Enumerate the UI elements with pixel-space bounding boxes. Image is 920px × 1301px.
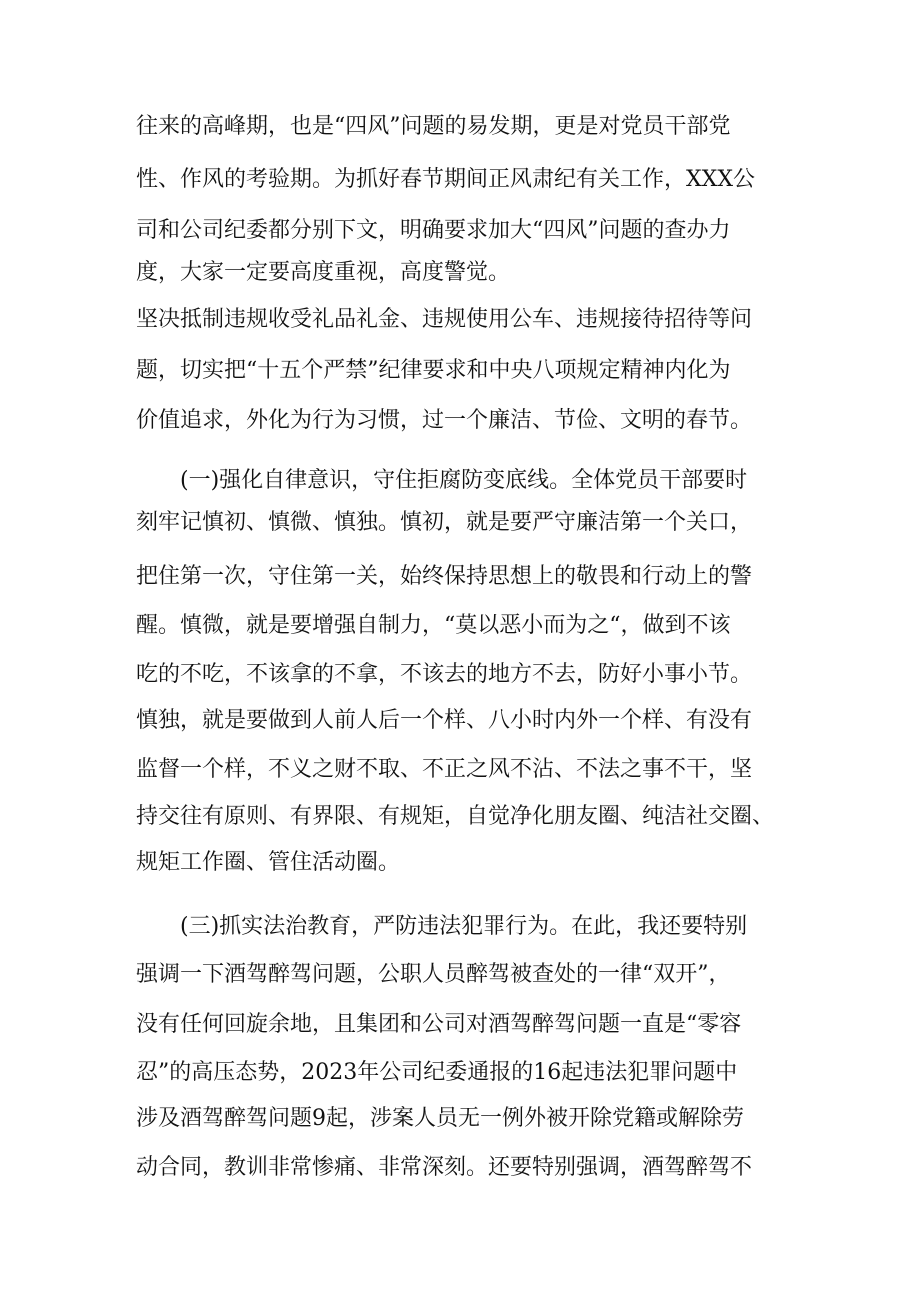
text-line: 持交往有原则、有界限、有规矩，自觉净化朋友圈、纯洁社交圈、 xyxy=(136,804,775,829)
text-line: 忍”的高压态势，2023年公司纪委通报的16起违法犯罪问题中 xyxy=(136,1060,738,1085)
text-line: 把住第一次，守住第一关，始终保持思想上的敬畏和行动上的警 xyxy=(136,564,753,589)
text-line: 强调一下酒驾醉驾问题，公职人员醉驾被查处的一律“双开”， xyxy=(136,962,731,987)
text-line: 没有任何回旋余地，且集团和公司对酒驾醉驾问题一直是“零容 xyxy=(136,1012,742,1037)
text-line: 慎独，就是要做到人前人后一个样、八小时内外一个样、有没有 xyxy=(136,708,753,733)
text-line: 动合同，教训非常惨痛、非常深刻。还要特别强调，酒驾醉驾不 xyxy=(136,1155,753,1180)
text-line: 规矩工作圈、管住活动圈。 xyxy=(136,850,401,875)
text-line: 监督一个样，不义之财不取、不正之风不沾、不法之事不干，坚 xyxy=(136,757,753,782)
text-line: 刻牢记慎初、慎微、慎独。慎初，就是要严守廉洁第一个关口， xyxy=(136,510,753,535)
section-heading-line: (三)抓实法治教育，严防违法犯罪行为。在此，我还要特别 xyxy=(180,914,748,939)
text-line: 题，切实把“十五个严禁”纪律要求和中央八项规定精神内化为 xyxy=(136,358,731,383)
text-line: 度，大家一定要高度重视，高度警觉。 xyxy=(136,260,511,285)
text-line: 性、作风的考验期。为抓好春节期间正风肃纪有关工作，XXX公 xyxy=(136,167,755,192)
text-line: 坚决抵制违规收受礼品礼金、违规使用公车、违规接待招待等问 xyxy=(136,307,753,332)
section-heading-line: (一)强化自律意识，守住拒腐防变底线。全体党员干部要时 xyxy=(180,468,748,493)
text-line: 司和公司纪委都分别下文，明确要求加大“四风”问题的查办力 xyxy=(136,218,731,243)
text-line: 往来的高峰期，也是“四风”问题的易发期，更是对党员干部党 xyxy=(136,114,731,139)
text-line: 醒。慎微，就是要增强自制力，“莫以恶小而为之“，做到不该 xyxy=(136,613,731,638)
text-line: 涉及酒驾醉驾问题9起，涉案人员无一例外被开除党籍或解除劳 xyxy=(136,1106,744,1131)
text-line: 价值追求，外化为行为习惯，过一个廉洁、节俭、文明的春节。 xyxy=(136,408,753,433)
text-line: 吃的不吃，不该拿的不拿，不该去的地方不去，防好小事小节。 xyxy=(136,662,753,687)
